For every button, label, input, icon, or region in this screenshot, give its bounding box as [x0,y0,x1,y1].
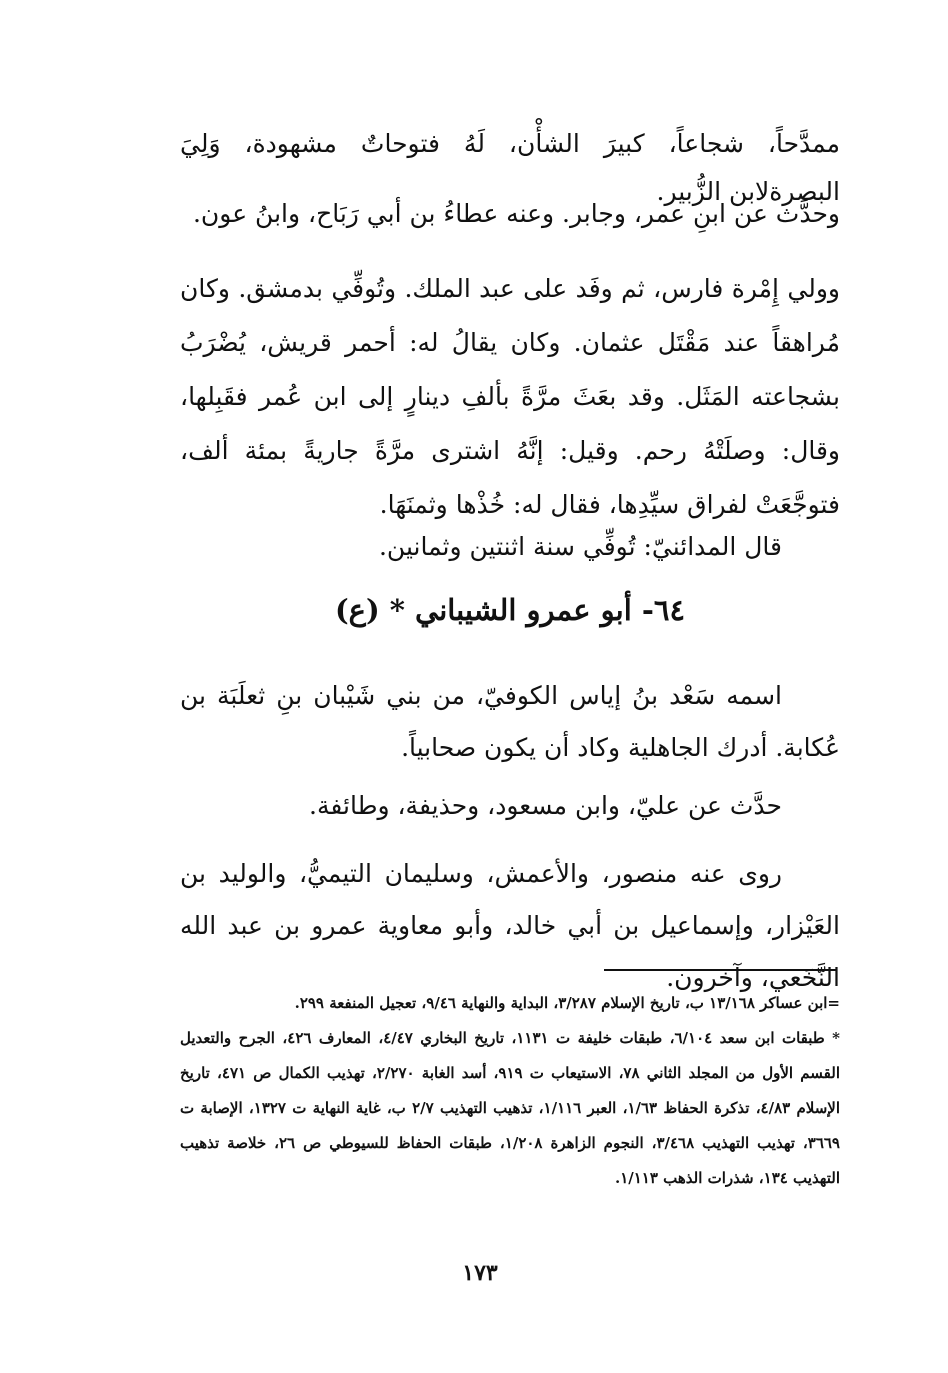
footnote-divider [604,969,836,971]
footnote-continuation: =ابن عساكر ١٣/١٦٨ ب، تاريخ الإسلام ٣/٢٨٧، البداية والنهاية ٩/٤٦، تعجيل المنفعة ٢٩٩. [294,994,840,1012]
entry-heading: ٦٤- أبو عمرو الشيباني * (ع) [334,593,686,627]
paragraph-text: حدَّث عن عليّ، وابن مسعود، وحذيفة، وطائفة. [309,791,782,820]
paragraph-5 [180,670,840,774]
paragraph-text: روى عنه منصور، والأعمش، وسليمان التيميُّ، والوليد بن العَيْزار، وإسماعيل بن أبي خالد، وأبو معاوية عمرو بن عبد الله النَّخَعي، وآخرون. [180,859,840,992]
paragraph-text: وحدَّث عن ابنِ عمر، وجابر. وعنه عطاءُ بن أبي رَبَاح، وابنُ عون. [192,199,840,228]
footnotes [180,986,840,1196]
paragraph-2 [180,190,840,238]
paragraph-4 [180,523,840,571]
paragraph-6 [180,782,840,830]
footnote-entry: * طبقات ابن سعد ٦/١٠٤، طبقات خليفة ت ١١٣١، تاريخ البخاري ٤/٤٧، المعارف ٤٢٦، الجرح والتعديل القسم الأول من المجلد الثاني ٧٨، الاستيعاب ت ٩١٩، أسد الغابة ٢/٢٧٠، تهذيب الكمال ص ٤٧١، تاريخ الإسلام ٤/٨٣، تذكرة الحفاظ ١/٦٣، العبر ١/١١٦، تذهيب التهذيب ٢/٧ ب، غاية النهاية ت ١٣٢٧، الإصابة ت ٣٦٦٩، تهذيب التهذيب ٣/٤٦٨، النجوم الزاهرة ١/٢٠٨، طبقات الحفاظ للسيوطي ص ٢٦، خلاصة تذهيب التهذيب ١٣٤، شذرات الذهب ١/١١٣. [180,1029,841,1187]
paragraph-text: وولي إِمْرة فارس، ثم وفَد على عبد الملك. وتُوفِّي بدمشق. وكان مُراهقاً عند مَقْتَل عثمان. وكان يقالُ له: أحمر قريش، يُضْرَبُ بشجاعته المَثَل. وقد بعَثَ مرَّةً بألفِ دينارٍ إلى ابن عُمر فقَبِلها، وقال: وصلَتْهُ رحم. وقيل: إنَّهُ اشترى مرَّةً جاريةً بمئة ألف، فتوجَّعَتْ لفراق سيِّدِها، فقال له: خُذْها وثمنَهَا. [180,274,840,519]
paragraph-text: ممدَّحاً، شجاعاً، كبيرَ الشأْن، لَهُ فتوحاتٌ مشهودة، وَلِيَ البصرةلابن الزُّبير. [180,129,840,206]
paragraph-7 [180,848,840,1004]
paragraph-text: اسمه سَعْد بنُ إياس الكوفيّ، من بني شَيْبان بنِ ثعلَبَة بن عُكابة. أدرك الجاهلية وكاد أن يكون صحابياً. [180,681,840,762]
page-number: ١٧٣ [462,1260,498,1286]
paragraph-text: قال المدائنيّ: تُوفِّي سنة اثنتين وثمانين. [378,532,782,561]
paragraph-3 [180,262,840,532]
